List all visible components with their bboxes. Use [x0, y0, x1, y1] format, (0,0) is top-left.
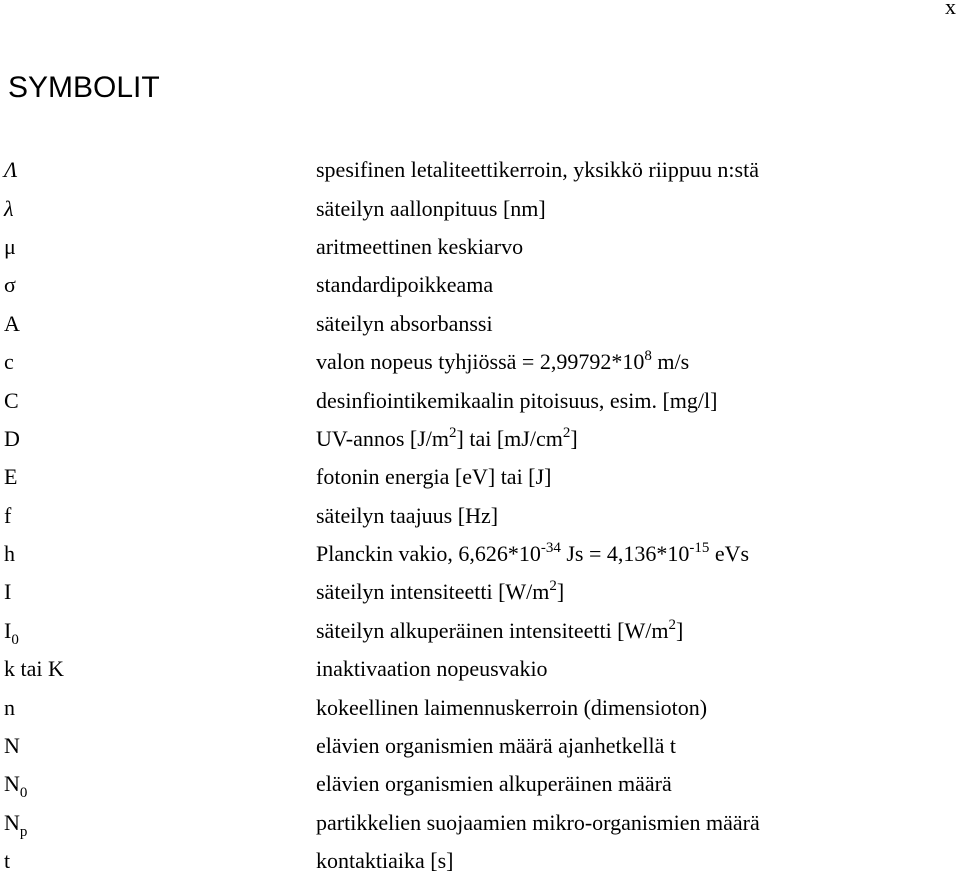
description: kontaktiaika [s] — [316, 848, 454, 874]
symbol-row-c-lower — [0, 343, 960, 381]
symbol-row-np — [0, 804, 960, 842]
symbol-row-h — [0, 535, 960, 573]
symbol-row-e — [0, 458, 960, 496]
page-title: SYMBOLIT — [8, 71, 160, 104]
symbol-base: N — [4, 771, 20, 797]
symbol: σ — [4, 272, 16, 298]
symbol: h — [4, 541, 15, 567]
symbol-row-c-upper — [0, 381, 960, 419]
description — [316, 578, 960, 605]
symbol: A — [4, 310, 20, 336]
superscript: 2 — [449, 424, 457, 441]
symbol-row-mu — [0, 228, 960, 266]
description: säteilyn absorbanssi — [316, 310, 493, 336]
superscript: -34 — [540, 540, 561, 557]
symbol — [0, 809, 316, 840]
description — [316, 424, 960, 451]
symbol-row-i0 — [0, 612, 960, 650]
description: fotonin energia [eV] tai [J] — [316, 464, 552, 490]
symbol-row-a — [0, 305, 960, 343]
symbol-row-sigma — [0, 266, 960, 304]
description: spesifinen letaliteettikerroin, yksikkö riippuu n:stä — [316, 157, 759, 183]
symbol-row-k — [0, 650, 960, 688]
symbol-base: I — [4, 617, 12, 643]
symbol — [0, 617, 316, 648]
description-part: ] — [556, 579, 565, 605]
description-part: ] — [570, 425, 578, 451]
symbol: Λ — [4, 157, 18, 183]
symbol-row-t — [0, 842, 960, 880]
page-number: x — [945, 0, 956, 19]
description-part: säteilyn alkuperäinen intensiteetti [W/m — [316, 617, 669, 643]
description: desinfiointikemikaalin pitoisuus, esim. [mg/l] — [316, 387, 718, 413]
subscript: 0 — [19, 785, 28, 802]
symbol: k tai K — [4, 656, 64, 682]
symbol-row-lambda — [0, 189, 960, 227]
description-part: Planckin vakio, 6,626*10 — [316, 541, 541, 567]
symbol-row-n0 — [0, 765, 960, 803]
symbol: μ — [4, 233, 16, 259]
description: inaktivaation nopeusvakio — [316, 656, 548, 682]
description: elävien organismien alkuperäinen määrä — [316, 771, 672, 797]
symbol-row-i — [0, 573, 960, 611]
subscript: p — [19, 823, 28, 840]
description-part: Js = 4,136*10 — [560, 541, 690, 567]
description-part: eVs — [709, 541, 750, 567]
description: partikkelien suojaamien mikro-organismien määrä — [316, 809, 760, 835]
symbol-row-n-upper — [0, 727, 960, 765]
description: aritmeettinen keskiarvo — [316, 233, 524, 259]
description-part: ] tai [mJ/cm — [456, 425, 563, 451]
symbol: C — [4, 387, 19, 413]
superscript: 2 — [562, 424, 571, 441]
symbol-row-capital-lambda — [0, 151, 960, 189]
description — [316, 540, 960, 567]
description-part: valon nopeus tyhjiössä = 2,99792*10 — [316, 349, 645, 375]
symbol: D — [4, 425, 20, 451]
description — [316, 616, 960, 643]
symbol-row-n-lower — [0, 688, 960, 726]
symbol-base: N — [4, 809, 20, 835]
symbol-list — [0, 151, 960, 880]
symbol: I — [4, 579, 12, 605]
superscript: 2 — [668, 616, 676, 633]
symbol: f — [4, 502, 12, 528]
description-part: säteilyn intensiteetti [W/m — [316, 579, 550, 605]
symbol: λ — [4, 195, 14, 221]
description: elävien organismien määrä ajanhetkellä t — [316, 733, 676, 759]
symbol: E — [4, 464, 18, 490]
description — [316, 348, 960, 375]
symbol-row-f — [0, 497, 960, 535]
symbol: t — [4, 848, 11, 874]
description: säteilyn taajuus [Hz] — [316, 502, 499, 528]
description-part: ] — [676, 617, 684, 643]
superscript: 8 — [644, 348, 652, 365]
superscript: 2 — [549, 578, 557, 595]
description-part: m/s — [651, 349, 690, 375]
symbol: N — [4, 733, 20, 759]
superscript: -15 — [689, 540, 710, 557]
description-part: UV-annos [J/m — [316, 425, 450, 451]
symbol: c — [4, 349, 14, 375]
symbol-row-d — [0, 420, 960, 458]
description: säteilyn aallonpituus [nm] — [316, 195, 546, 221]
description: standardipoikkeama — [316, 272, 494, 298]
subscript: 0 — [11, 631, 19, 648]
description: kokeellinen laimennuskerroin (dimensioton) — [316, 694, 708, 720]
symbol — [0, 771, 316, 802]
symbol: n — [4, 694, 15, 720]
